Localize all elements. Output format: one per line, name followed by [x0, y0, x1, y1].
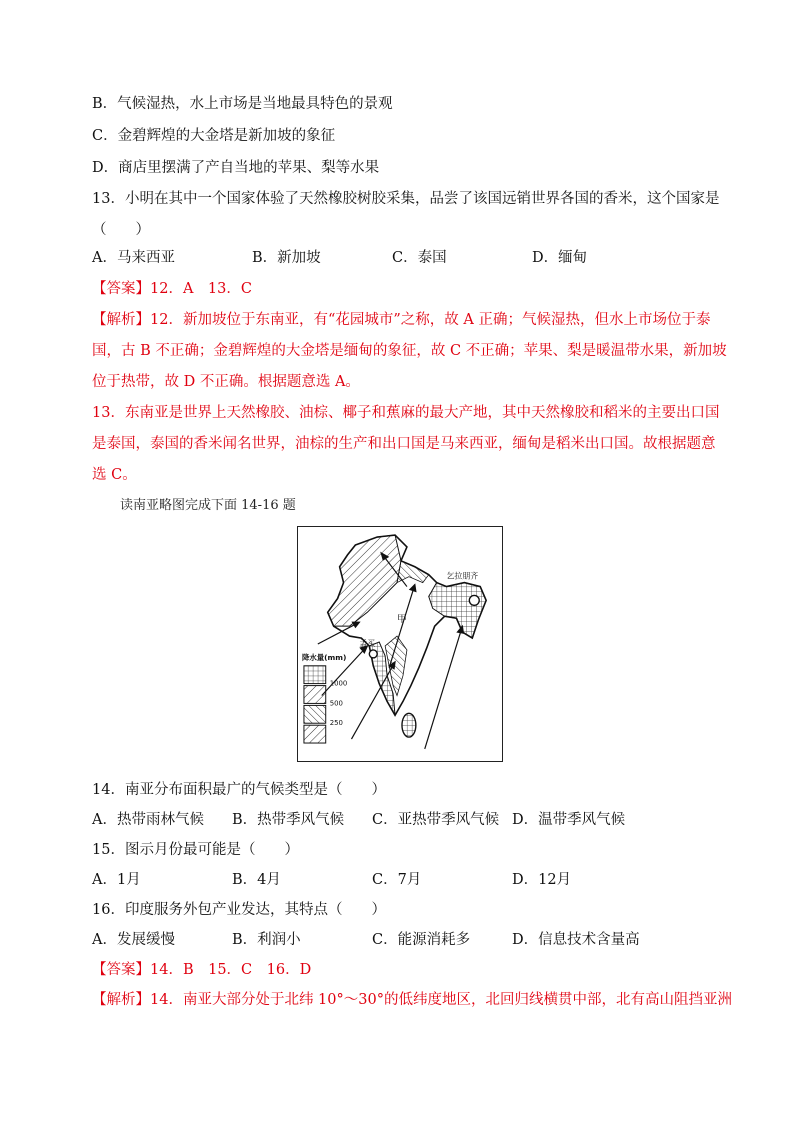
q12-option-d: D．商店里摆满了产自当地的苹果、梨等水果: [92, 160, 380, 176]
q12-option-c: C．金碧辉煌的大金塔是新加坡的象征: [92, 128, 336, 144]
q14-options: [92, 810, 712, 830]
sri-lanka: [402, 713, 416, 737]
q13-option-c: C．泰国: [392, 250, 447, 266]
city-west-label: 孟买: [359, 638, 376, 648]
city-east-marker: [469, 595, 479, 605]
q14-option-a: A．热带雨林气候: [92, 812, 204, 828]
q16-option-a: A．发展缓慢: [92, 932, 175, 948]
question-13-blank: （ ）: [92, 222, 150, 238]
q13-options: [92, 248, 712, 268]
q12-option-b: B．气候湿热，水上市场是当地最具特色的景观: [92, 96, 393, 112]
question-13: 13．小明在其中一个国家体验了天然橡胶树胶采集，品尝了该国远销世界各国的香米，这个国家是: [92, 191, 720, 207]
q15-option-d: D．12月: [512, 872, 572, 888]
question-14: 14．南亚分布面积最广的气候类型是（ ）: [92, 782, 386, 798]
rain-zone-east: [429, 583, 486, 638]
explanation-13-line2: 是泰国，泰国的香米闻名世界，油棕的生产和出口国是马来西亚，缅甸是稻米出口国。故根据题意: [92, 436, 716, 452]
q13-option-a: A．马来西亚: [92, 250, 175, 266]
explanation-12-line1: 【解析】12．新加坡位于东南亚，有“花园城市”之称，故 A 正确；气候湿热，但水上市场位于泰: [92, 312, 711, 328]
legend-value-500: 500: [329, 699, 343, 708]
city-west-marker: [369, 650, 377, 658]
q14-option-d: D．温带季风气候: [512, 812, 626, 828]
region-label: 甲: [397, 614, 407, 626]
q14-option-c: C．亚热带季风气候: [372, 812, 500, 828]
q16-option-d: D．信息技术含量高: [512, 932, 640, 948]
south-asia-map: [297, 526, 503, 762]
q15-options: [92, 870, 712, 890]
q16-option-c: C．能源消耗多: [372, 932, 471, 948]
q16-option-b: B．利润小: [232, 932, 301, 948]
q16-options: [92, 930, 712, 950]
legend-value-250: 250: [329, 719, 343, 728]
map-caption: 读南亚略图完成下面 14-16 题: [120, 498, 296, 513]
answer-14-16: 【答案】14．B 15．C 16．D: [92, 962, 312, 978]
q15-option-a: A．1月: [92, 872, 141, 888]
q13-option-d: D．缅甸: [532, 250, 588, 266]
q15-option-c: C．7月: [372, 872, 422, 888]
explanation-12-line3: 位于热带，故 D 不正确。根据题意选 A。: [92, 374, 360, 390]
question-16: 16．印度服务外包产业发达，其特点（ ）: [92, 902, 386, 918]
q13-option-b: B．新加坡: [252, 250, 321, 266]
city-east-label: 乞拉朋齐: [446, 571, 479, 581]
explanation-14-line1: 【解析】14．南亚大部分处于北纬 10°～30°的低纬度地区，北回归线横贯中部，北有高山阻挡亚洲: [92, 992, 732, 1008]
question-15: 15．图示月份最可能是（ ）: [92, 842, 299, 858]
q15-option-b: B．4月: [232, 872, 281, 888]
answer-12-13: 【答案】12．A 13．C: [92, 281, 252, 297]
explanation-12-line2: 国，古 B 不正确；金碧辉煌的大金塔是缅甸的象征，故 C 不正确；苹果、梨是暖温带水果，新加坡: [92, 343, 727, 359]
legend-value-1000: 1000: [329, 679, 348, 688]
legend-title: 降水量(mm): [301, 652, 347, 662]
q14-option-b: B．热带季风气候: [232, 812, 345, 828]
explanation-13-line1: 13．东南亚是世界上天然橡胶、油棕、椰子和蕉麻的最大产地，其中天然橡胶和稻米的主要出口国: [92, 405, 720, 421]
explanation-13-line3: 选 C。: [92, 467, 137, 483]
